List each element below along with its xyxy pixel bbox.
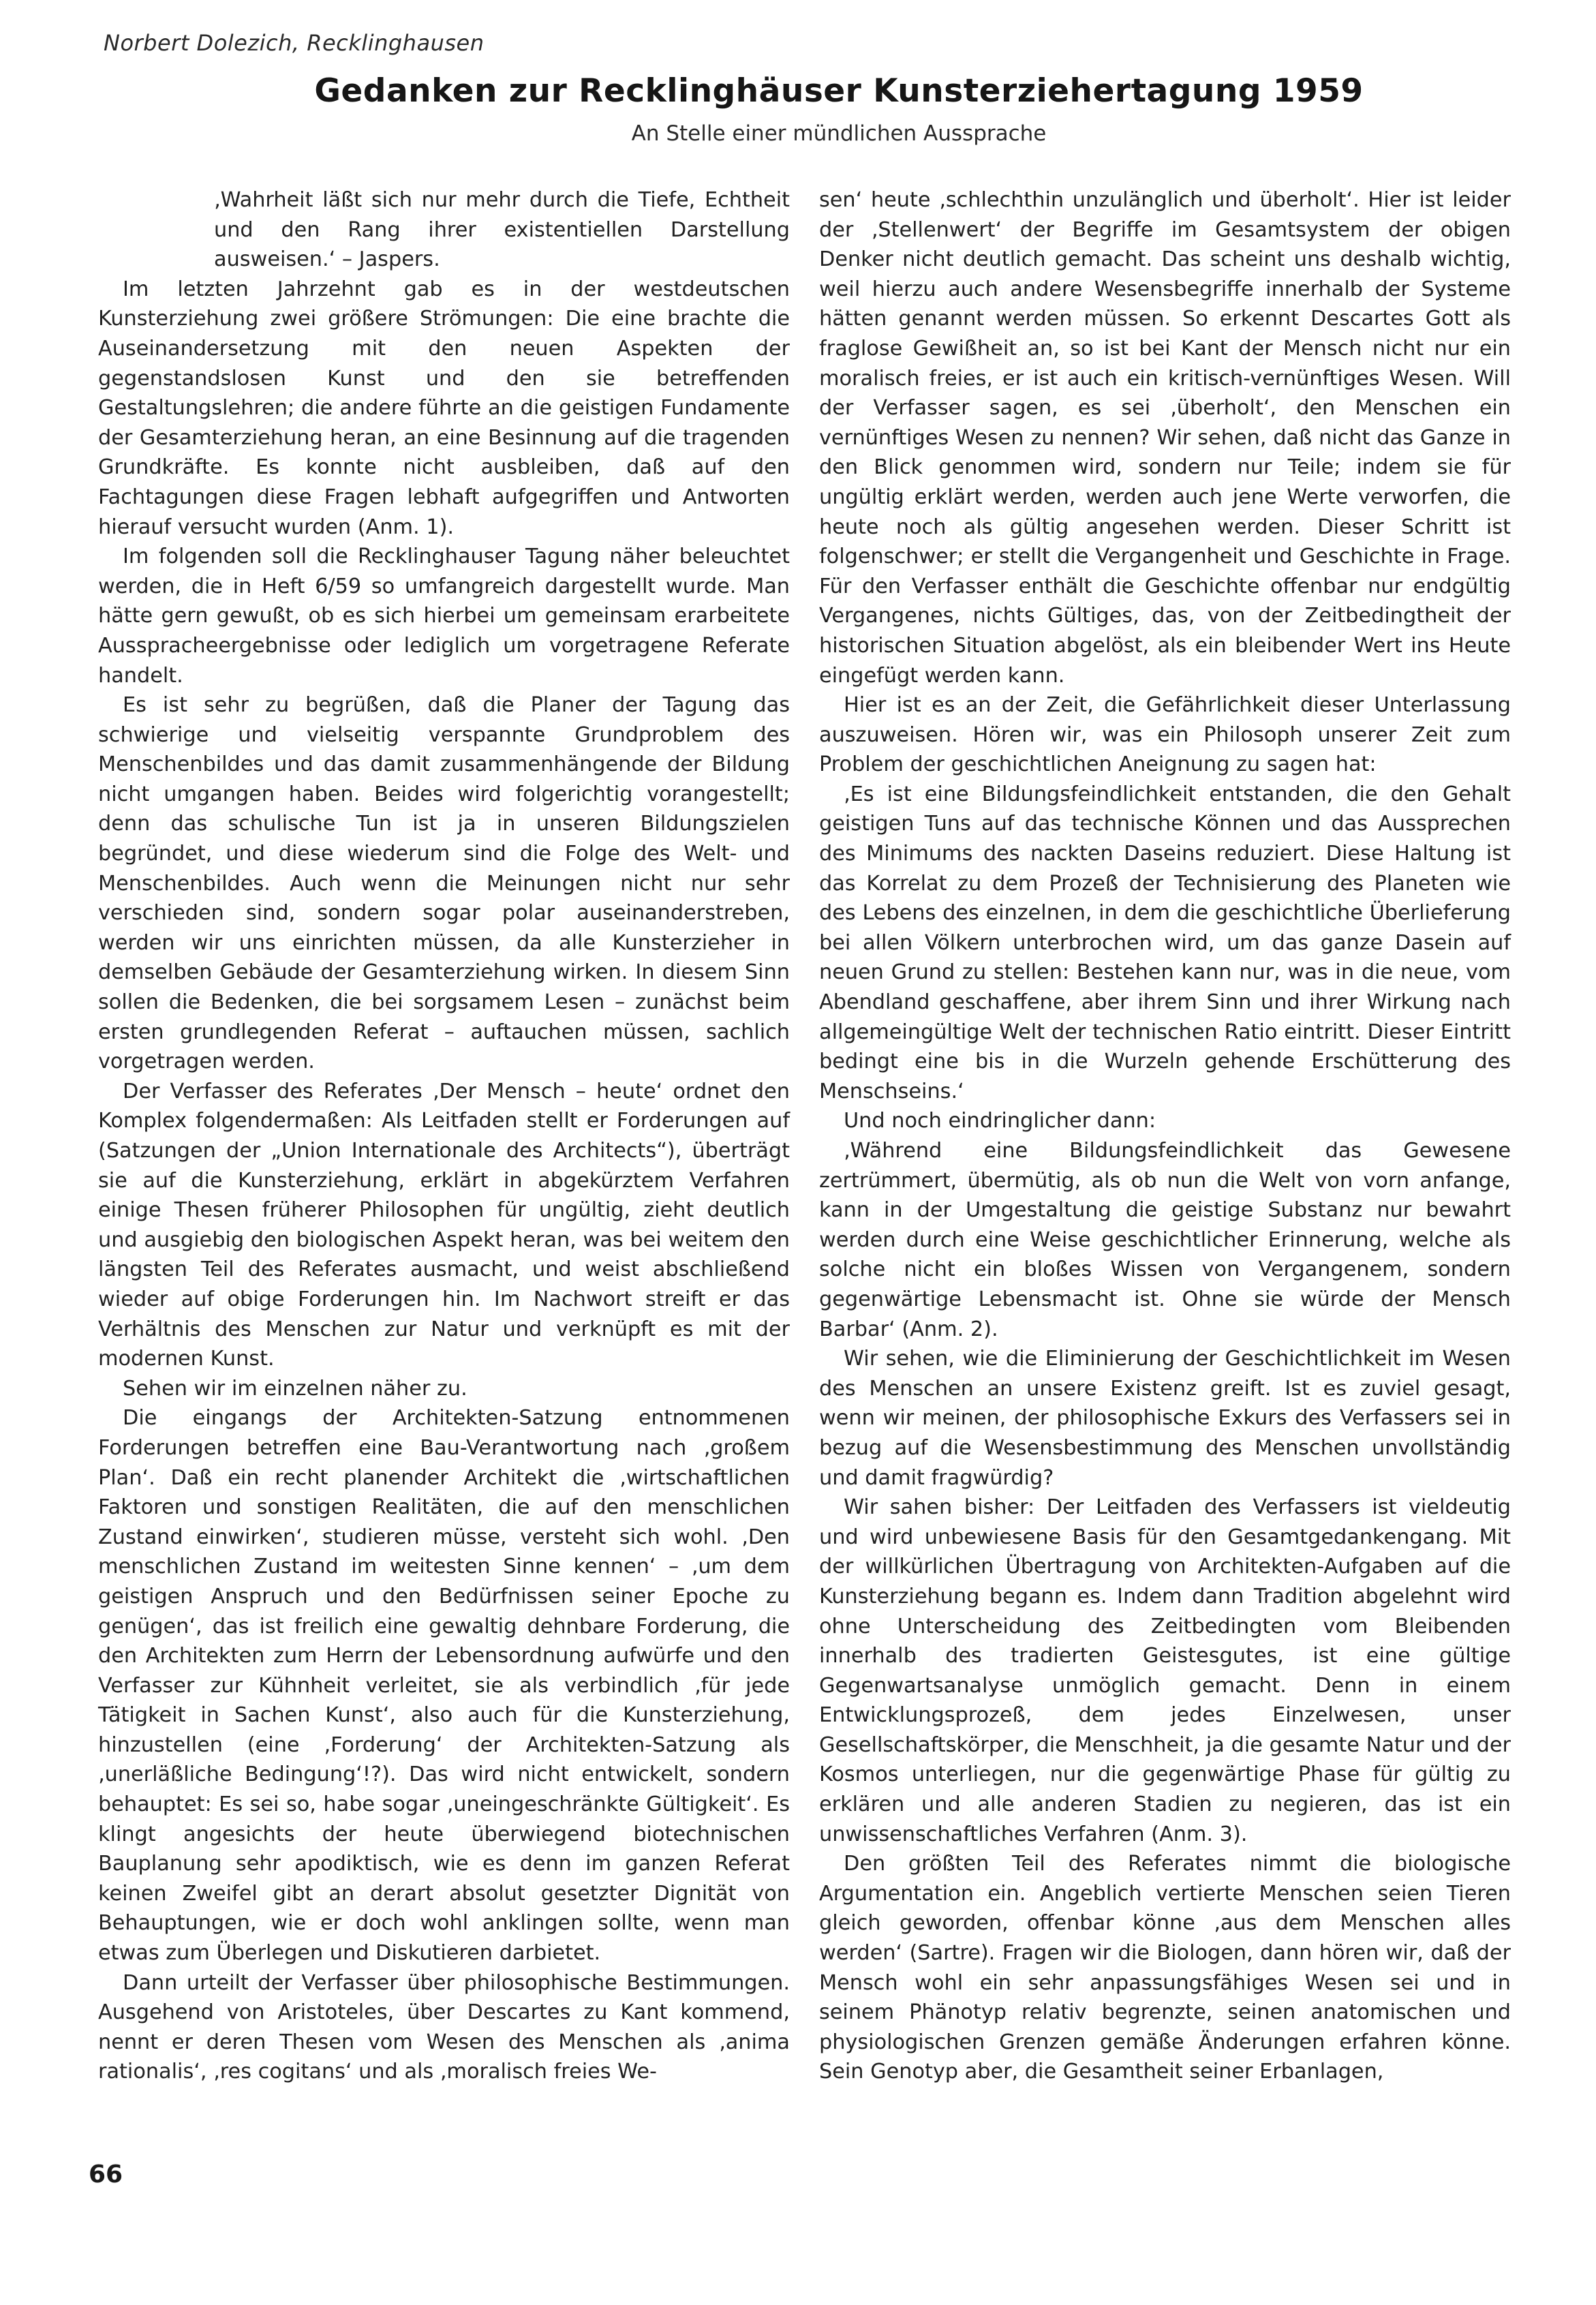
paragraph: Im letzten Jahrzehnt gab es in der westdeutschen Kunsterziehung zwei größere Strömungen: Die eine brachte die Auseinandersetzung mit den neuen Aspekten der gegenstandslosen Kunst und den sie betreffenden Gestaltungslehren; die andere führte an die geistigen Fundamente der Gesamterziehung heran, an eine Besinnung auf die tragenden Grundkräfte. Es konnte nicht ausbleiben, daß auf den Fachtagungen diese Fragen lebhaft aufgegriffen und Antworten hierauf versucht wurden (Anm. 1).: [98, 277, 790, 539]
right-column: [819, 185, 1511, 2087]
article-title: Gedanken zur Recklinghäuser Kunsterziehertagung 1959: [314, 72, 1364, 110]
author-byline: Norbert Dolezich, Recklinghausen: [104, 30, 485, 56]
paragraph-continuation: sen‘ heute ‚schlechthin unzulänglich und überholt‘. Hier ist leider der ‚Stellenwert‘ der Begriffe im Gesamtsystem der obigen Denker nicht deutlich gemacht. Das scheint uns deshalb wichtig, weil hierzu auch andere Wesensbegriffe innerhalb der Systeme hätten genannt werden müssen. So erkennt Descartes Gott als fraglose Gewißheit an, so ist bei Kant der Mensch nicht nur ein moralisch freies, er ist auch ein kritisch-vernünftiges Wesen. Will der Verfasser sagen, es sei ‚überholt‘, den Menschen ein vernünftiges Wesen zu nennen? Wir sehen, daß nicht das Ganze in den Blick genommen wird, sondern nur Teile; indem sie für ungültig erklärt werden, werden auch jene Werte verworfen, die heute noch als gültig angesehen werden. Dieser Schritt ist folgenschwer; er stellt die Vergangenheit und Geschichte in Frage. Für den Verfasser enthält die Geschichte offenbar nur endgültig Vergangenes, nichts Gültiges, das, von der Zeitbedingtheit der historischen Situation abgelöst, als ein bleibender Wert ins Heute eingefügt werden kann.: [819, 188, 1511, 688]
page-number: 66: [89, 2161, 123, 2188]
paragraph: Den größten Teil des Referates nimmt die biologische Argumentation ein. Angeblich vertierte Menschen seien Tieren gleich geworden, offenbar könne ‚aus dem Menschen alles werden‘ (Sartre). Fragen wir die Biologen, dann hören wir, daß der Mensch wohl ein sehr anpassungsfähiges Wesen sei und in seinem Phänotyp relativ begrenzte, seinen anatomischen und physiologischen Grenzen gemäße Änderungen erfahren könne. Sein Genotyp aber, die Gesamtheit seiner Erbanlagen,: [819, 1852, 1511, 2084]
paragraph: Wir sahen bisher: Der Leitfaden des Verfassers ist vieldeutig und wird unbewiesene Basis für den Gesamtgedankengang. Mit der willkürlichen Übertragung von Architekten-Aufgaben auf die Kunsterziehung begann es. Indem dann Tradition abgelehnt wird ohne Unterscheidung des Zeitbedingten vom Bleibenden innerhalb des tradierten Geistesgutes, ist eine gültige Gegenwartsanalyse unmöglich gemacht. Denn in einem Entwicklungsprozeß, dem jedes Einzelwesen, unser Gesellschaftskörper, die Menschheit, ja die gesamte Natur und der Kosmos unterliegen, nur die gegenwärtige Phase für gültig zu erklären und alle anderen Stadien zu negieren, das ist ein unwissenschaftliches Verfahren (Anm. 3).: [819, 1495, 1511, 1846]
paragraph: Dann urteilt der Verfasser über philosophische Bestimmungen. Ausgehend von Aristoteles, über Descartes zu Kant kommend, nennt er deren Thesen vom Wesen des Menschen als ‚anima rationalis‘, ‚res cogitans‘ und als ‚moralisch freies We-: [98, 1970, 790, 2084]
paragraph: Sehen wir im einzelnen näher zu.: [123, 1376, 467, 1401]
paragraph: Die eingangs der Architekten-Satzung entnommenen Forderungen betreffen eine Bau-Verantwortung nach ‚großem Plan‘. Daß ein recht planender Architekt die ‚wirtschaftlichen Faktoren und sonstigen Realitäten, die auf den menschlichen Zustand einwirken‘, studieren müsse, versteht sich wohl. ‚Den menschlichen Zustand im weitesten Sinne kennen‘ – ‚um dem geistigen Anspruch und den Bedürfnissen seiner Epoche zu genügen‘, das ist freilich eine gewaltig dehnbare Forderung, die den Architekten zum Herrn der Lebensordnung aufwürfe und den Verfasser zur Kühnheit verleitet, sie als verbindlich ‚für jede Tätigkeit in Sachen Kunst‘, also auch für die Kunsterziehung, hinzustellen (eine ‚Forderung‘ der Architekten-Satzung als ‚unerläßliche Bedingung‘!?). Das wird nicht entwickelt, sondern behauptet: Es sei so, habe sogar ‚uneingeschränkte Gültigkeit‘. Es klingt angesichts der heute überwiegend biotechnischen Bauplanung sehr apodiktisch, wie es denn im ganzen Referat keinen Zweifel gibt an derart absolut gesetzter Dignität von Behauptungen, wie er doch wohl anklingen sollte, wenn man etwas zum Überlegen und Diskutieren darbietet.: [98, 1406, 790, 1966]
quote-paragraph: ‚Es ist eine Bildungsfeindlichkeit entstanden, die den Gehalt geistigen Tuns auf das technische Können und das Aussprechen des Minimums des nackten Daseins reduziert. Diese Haltung ist das Korrelat zu dem Prozeß der Technisierung des Planeten wie des Lebens des einzelnen, in dem die geschichtliche Überlieferung bei allen Völkern unterbrochen wird, um das ganze Dasein auf neuen Grund zu stellen: Bestehen kann nur, was in die neue, vom Abendland geschaffene, aber ihrem Sinn und ihrer Wirkung nach allgemeingültige Welt der technischen Ratio eintritt. Dieser Eintritt bedingt eine bis in die Wurzeln gehende Erschütterung des Menschseins.‘: [819, 782, 1511, 1103]
paragraph: Der Verfasser des Referates ‚Der Mensch – heute‘ ordnet den Komplex folgendermaßen: Als Leitfaden stellt er Forderungen auf (Satzungen der „Union Internationale des Architects“), überträgt sie auf die Kunsterziehung, erklärt in abgekürztem Verfahren einige Thesen früherer Philosophen für ungültig, zieht deutlich und ausgiebig den biologischen Aspekt heran, was bei weitem den längsten Teil des Referates ausmacht, und weist abschließend wieder auf obige Forderungen hin. Im Nachwort streift er das Verhältnis des Menschen zur Natur und verknüpft es mit der modernen Kunst.: [98, 1079, 790, 1371]
paragraph: Und noch eindringlicher dann:: [844, 1109, 1156, 1133]
paragraph: Im folgenden soll die Recklinghauser Tagung näher beleuchtet werden, die in Heft 6/59 so umfangreich dargestellt wurde. Man hätte gern gewußt, ob es sich hierbei um gemeinsam erarbeitete Ausspracheergebnisse oder lediglich um vorgetragene Referate handelt.: [98, 545, 790, 688]
left-column: [98, 185, 790, 2087]
paragraph: Es ist sehr zu begrüßen, daß die Planer der Tagung das schwierige und vielseitig verspannte Grundproblem des Menschenbildes und das damit zusammenhängende der Bildung nicht umgangen haben. Beides wird folgerichtig vorangestellt; denn das schulische Tun ist ja in unseren Bildungszielen begründet, und diese wiederum sind die Folge des Welt- und Menschenbildes. Auch wenn die Meinungen nicht nur sehr verschieden sind, sondern sogar polar auseinanderstreben, werden wir uns einrichten müssen, da alle Kunsterzieher in demselben Gebäude der Gesamterziehung wirken. In diesem Sinn sollen die Bedenken, die bei sorgsamem Lesen – zunächst beim ersten grundlegenden Referat – auftauchen müssen, sachlich vorgetragen werden.: [98, 693, 790, 1074]
paragraph: Hier ist es an der Zeit, die Gefährlichkeit dieser Unterlassung auszuweisen. Hören wir, was ein Philosoph unserer Zeit zum Problem der geschichtlichen Aneignung zu sagen hat:: [819, 693, 1511, 777]
article-subtitle: An Stelle einer mündlichen Aussprache: [631, 121, 1047, 146]
motto-quote: ‚Wahrheit läßt sich nur mehr durch die Tiefe, Echtheit und den Rang ihrer existentiellen Darstellung ausweisen.‘ – Jaspers.: [214, 188, 790, 272]
quote-paragraph: ‚Während eine Bildungsfeindlichkeit das Gewesene zertrümmert, übermütig, als ob nun die Welt von vorn anfange, kann in der Umgestaltung die geistige Substanz nur bewahrt werden durch eine Weise geschichtlicher Erinnerung, welche als solche nicht ein bloßes Wissen von Vergangenem, sondern gegenwärtige Lebensmacht ist. Ohne sie würde der Mensch Barbar‘ (Anm. 2).: [819, 1139, 1511, 1341]
paragraph: Wir sehen, wie die Eliminierung der Geschichtlichkeit im Wesen des Menschen an unsere Existenz greift. Ist es zuviel gesagt, wenn wir meinen, der philosophische Exkurs des Verfassers sei in bezug auf die Wesensbestimmung des Menschen unvollständig und damit fragwürdig?: [819, 1347, 1511, 1490]
